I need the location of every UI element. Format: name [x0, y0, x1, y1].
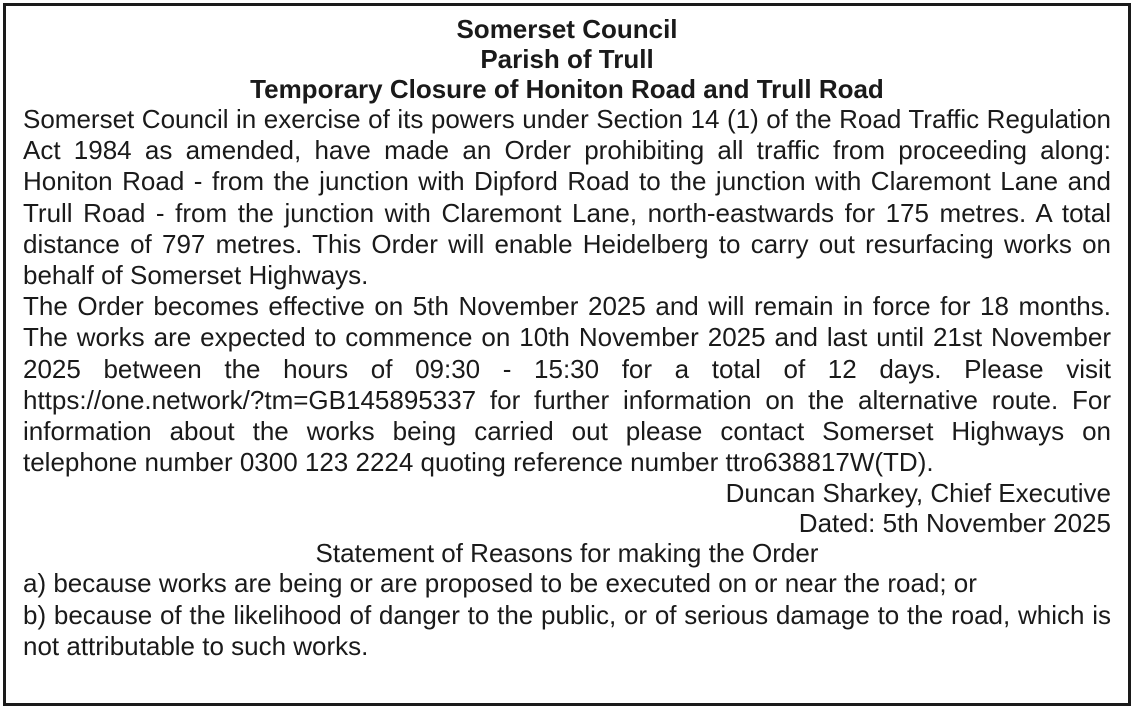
- notice-paragraph-order: Somerset Council in exercise of its powers under Section 14 (1) of the Road Traffic Regulation Act 1984 as amended, have made an Order prohibiting all traffic from proceeding along: Honiton Road - from the junction with Dipford Road to the junction with Claremont Lane and Trull Road - from the junction with Claremont Lane, north-eastwards for 175 metres. A total distance of 797 metres. This Order will enable Heidelberg to carry out resurfacing works on behalf of Somerset Highways.: [23, 104, 1111, 291]
- notice-title-closure: Temporary Closure of Honiton Road and Trull Road: [250, 74, 884, 104]
- notice-title-parish: Parish of Trull: [480, 44, 654, 74]
- notice-dated: Dated: 5th November 2025: [798, 508, 1111, 539]
- notice-paragraph-details: The Order becomes effective on 5th November 2025 and will remain in force for 18 months. The works are expected to commence on 10th November 2025 and last until 21st November 2025 between the hours of 09:30 - 15:30 for a total of 12 days. Please visit https://one.network/?tm=GB145895337 for further information on the alternative route. For information about the works being carried out please contact Somerset Highways on telephone number 0300 123 2224 quoting reference number ttro638817W(TD).: [23, 291, 1111, 478]
- reason-item-a: a) because works are being or are proposed to be executed on or near the road; or: [23, 568, 977, 599]
- reason-item-b: b) because of the likelihood of danger to the public, or of serious damage to the road, which is not attributable to such works.: [23, 599, 1111, 661]
- notice-signature: Duncan Sharkey, Chief Executive: [725, 478, 1111, 509]
- notice-title-council: Somerset Council: [456, 14, 678, 44]
- reasons-heading: Statement of Reasons for making the Order: [315, 538, 819, 569]
- public-notice: [3, 3, 1131, 706]
- reasons-list: [23, 568, 1111, 662]
